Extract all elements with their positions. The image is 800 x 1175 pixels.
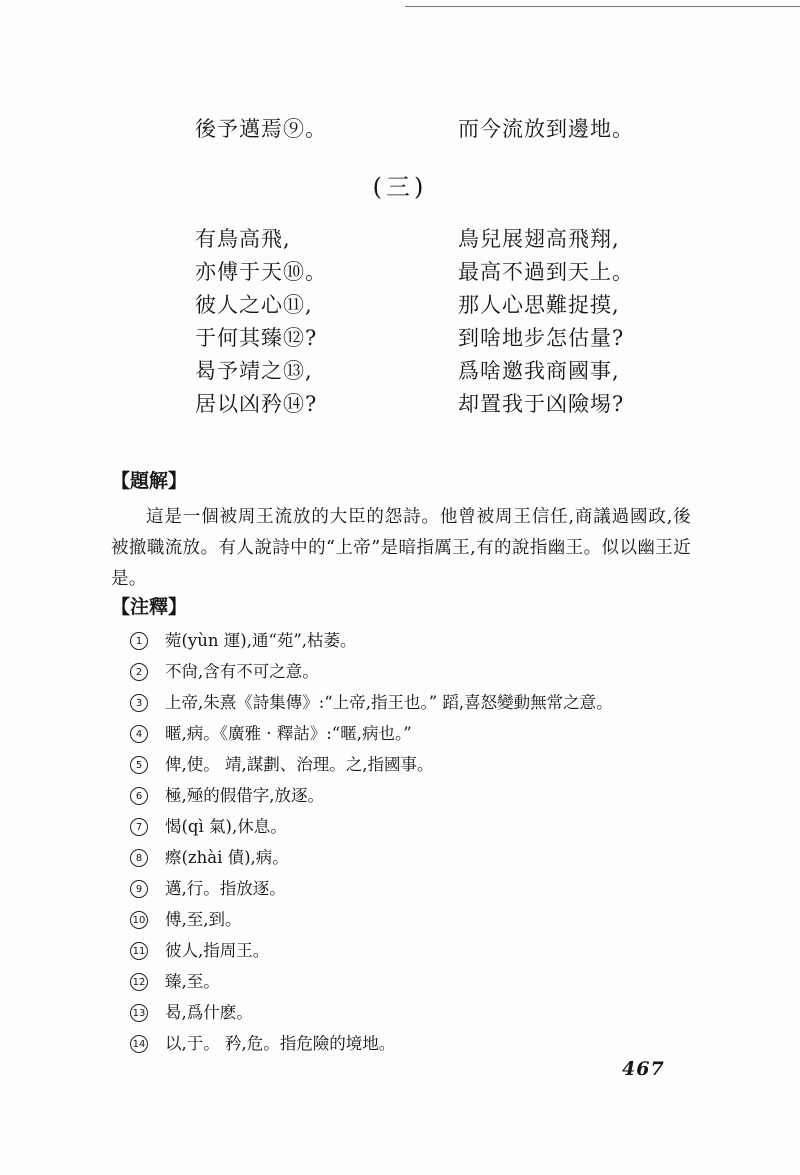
note-text: 臻,至。 — [165, 972, 220, 991]
poem-original-line: 後予邁焉⑨。 — [195, 117, 327, 141]
note-number: 7 — [130, 818, 148, 836]
note-item — [0, 658, 800, 690]
note-number: 12 — [130, 973, 148, 991]
note-number: 14 — [130, 1035, 148, 1053]
note-item — [0, 937, 800, 969]
poem-original-line: 彼人之心⑪, — [195, 293, 313, 317]
note-text: 邁,行。指放逐。 — [165, 879, 286, 898]
poem-translation-line: 那人心思難捉摸, — [458, 293, 620, 317]
section-number: (三) — [372, 173, 428, 201]
note-number: 11 — [130, 942, 148, 960]
note-text: 俾,使。 靖,謀劃、治理。之,指國事。 — [165, 755, 434, 774]
note-number: 3 — [130, 694, 148, 712]
stanza-row — [0, 222, 800, 256]
stanza-row — [0, 321, 800, 355]
interpretation-heading: 【題解】 — [111, 470, 188, 492]
note-item — [0, 782, 800, 814]
note-text: 不尙,含有不可之意。 — [165, 662, 319, 681]
note-text: 暱,病。《廣雅 · 釋詁》:“暱,病也。” — [165, 724, 412, 743]
interpretation-text: 這是一個被周王流放的大臣的怨詩。他曾被周王信任,商議過國政,後被撤職流放。有人說詩中的“上帝”是暗指厲王,有的說指幽王。似以幽王近是。 — [111, 507, 691, 589]
poem-translation-line: 爲啥邀我商國事, — [458, 359, 620, 383]
note-item — [0, 813, 800, 845]
note-item — [0, 627, 800, 659]
note-text: 傅,至,到。 — [165, 910, 242, 929]
note-number: 6 — [130, 787, 148, 805]
note-number: 13 — [130, 1004, 148, 1022]
note-item — [0, 875, 800, 907]
note-text: 瘵(zhài 債),病。 — [165, 848, 289, 867]
note-item — [0, 968, 800, 1000]
poem-translation-line: 最高不過到天上。 — [458, 260, 634, 284]
note-number: 4 — [130, 725, 148, 743]
note-item — [0, 689, 800, 721]
poem-original-line: 居以凶矜⑭? — [195, 392, 318, 416]
poem-original-line: 亦傅于天⑩。 — [195, 260, 327, 284]
stanza-row — [0, 354, 800, 388]
top-rule — [405, 6, 800, 7]
stanza-row — [0, 387, 800, 421]
note-item — [0, 999, 800, 1031]
note-item — [0, 906, 800, 938]
note-item — [0, 720, 800, 752]
note-text: 菀(yùn 運),通“苑”,枯萎。 — [165, 631, 357, 650]
note-text: 曷,爲什麽。 — [165, 1003, 253, 1022]
note-text: 極,殛的假借字,放逐。 — [165, 786, 324, 805]
poem-translation-line: 却置我于凶險埸? — [458, 392, 625, 416]
poem-translation-line: 到啥地步怎估量? — [458, 326, 625, 350]
poem-original-line: 于何其臻⑫? — [195, 326, 318, 350]
poem-translation-line: 鳥兒展翅高飛翔, — [458, 227, 620, 251]
poem-translation-line: 而今流放到邊地。 — [458, 117, 634, 141]
note-item — [0, 751, 800, 783]
poem-continuation-row — [0, 112, 800, 146]
note-item — [0, 844, 800, 876]
note-text: 以,于。 矜,危。指危險的境地。 — [165, 1034, 396, 1053]
notes-heading: 【注釋】 — [111, 596, 188, 618]
page-number: 467 — [622, 1058, 665, 1080]
note-number: 2 — [130, 663, 148, 681]
note-number: 1 — [130, 632, 148, 650]
stanza-row — [0, 288, 800, 322]
poem-original-line: 有鳥高飛, — [195, 227, 291, 251]
note-number: 5 — [130, 756, 148, 774]
note-number: 10 — [130, 911, 148, 929]
note-text: 愒(qì 氣),休息。 — [165, 817, 287, 836]
note-number: 8 — [130, 849, 148, 867]
note-text: 上帝,朱熹《詩集傳》:“上帝,指王也。” 蹈,喜怒變動無常之意。 — [165, 693, 613, 712]
note-item — [0, 1030, 800, 1062]
stanza-row — [0, 255, 800, 289]
note-text: 彼人,指周王。 — [165, 941, 270, 960]
note-number: 9 — [130, 880, 148, 898]
poem-original-line: 曷予靖之⑬, — [195, 359, 313, 383]
